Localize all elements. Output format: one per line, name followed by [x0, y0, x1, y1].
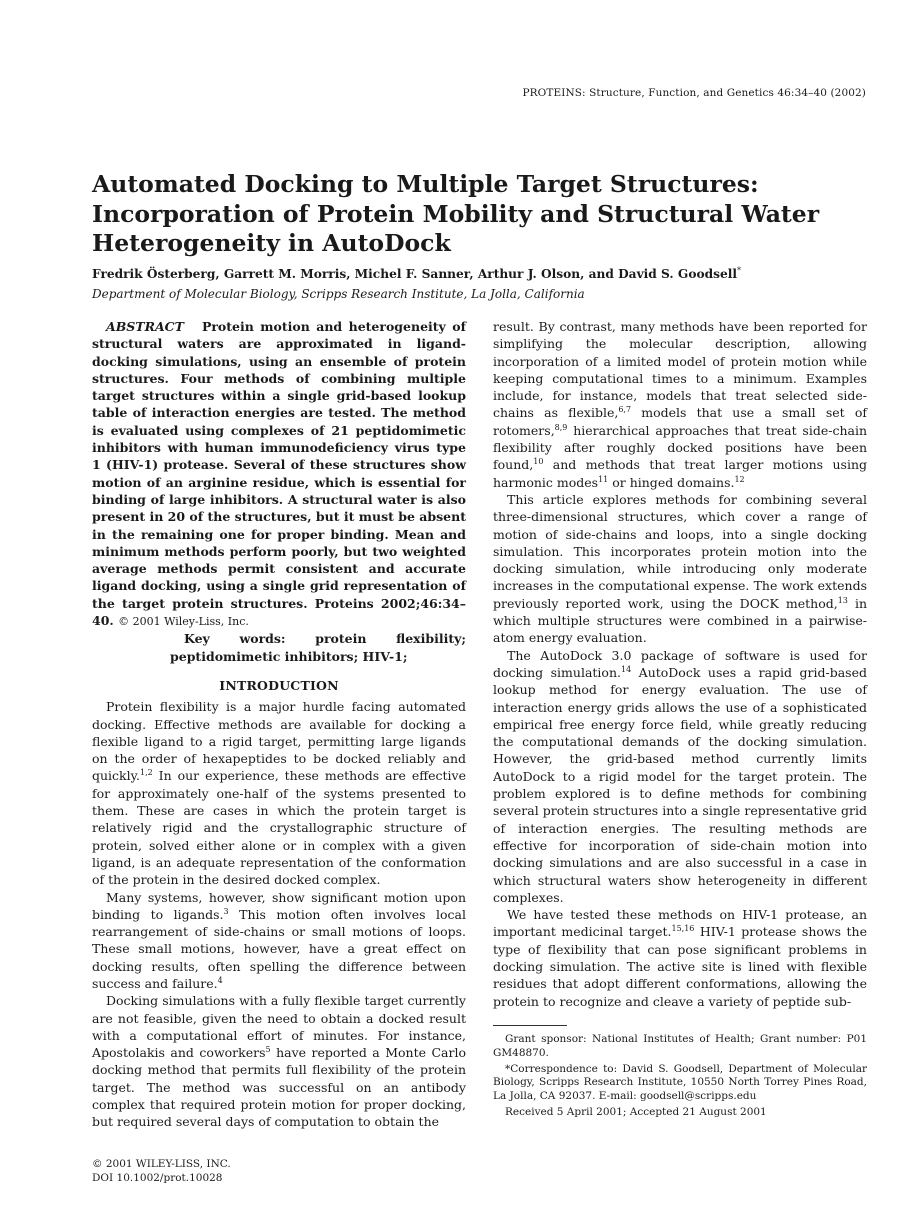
left-column: [92, 318, 466, 1131]
citation-ref: 11: [598, 474, 609, 484]
text-run: in which multiple structures were combined in a pairwise-atom energy evaluation.: [493, 595, 867, 646]
body-paragraph: [493, 906, 867, 1010]
affiliation: Department of Molecular Biology, Scripps Research Institute, La Jolla, California: [92, 287, 585, 301]
text-run: We have tested these methods on HIV-1 protease, an important medicinal target.: [493, 907, 867, 940]
text-run: hierarchical approaches that treat side-chain flexibility after roughly docked positions have been found,: [493, 422, 867, 473]
body-paragraph: [493, 647, 867, 906]
text-run: and methods that treat larger motions using harmonic modes: [493, 457, 867, 490]
keywords: [92, 630, 466, 665]
text-run: In our experience, these methods are effective for approximately one-half of the systems presented to them. These are cases in which the protein target is relatively rigid and the crystallographic structure of protein, solved either alone or in complex with a given ligand, is an adequate representation of the conformation of the protein in the desired docked complex.: [92, 768, 466, 888]
intro-paragraph-2: [92, 889, 466, 993]
text-run: Docking simulations with a fully flexible target currently are not feasible, given the need to obtain a docked result with a computational effort of minutes. For instance, Apostolakis and coworkers: [92, 993, 466, 1061]
footnote-divider: [493, 1025, 567, 1026]
intro-paragraph-1: [92, 698, 466, 888]
publisher-copyright: © 2001 WILEY-LISS, INC.: [92, 1158, 231, 1170]
text-run: Protein flexibility is a major hurdle facing automated docking. Effective methods are available for docking a flexible ligand to a rigid target, permitting large ligands on the order of hexapeptides to be docked reliably and quickly.: [92, 699, 466, 784]
citation-ref: 14: [620, 664, 632, 674]
intro-paragraph-3: [92, 992, 466, 1130]
citation-ref: 4: [217, 975, 223, 985]
text-run: result. By contrast, many methods have been reported for simplifying the molecular description, allowing incorporation of a limited model of protein motion while keeping computational times to a minimum. Examples include, for instance, models that treat selected side-chains as flexible,: [493, 319, 867, 421]
text-run: HIV-1 protease shows the type of flexibility that can pose significant problems in docking simulation. The active site is lined with flexible residues that adopt different conformations, allowing the protein to recognize and cleave a variety of peptide sub-: [493, 924, 867, 1009]
doi: DOI 10.1002/prot.10028: [92, 1172, 223, 1184]
body-paragraph-continued: [493, 318, 867, 491]
footnote-received: Received 5 April 2001; Accepted 21 August 2001: [505, 1105, 767, 1118]
text-run: This motion often involves local rearrangement of side-chains or small motions of loops. These small motions, however, have a great effect on docking results, often spelling the difference between success and failure.: [92, 906, 467, 991]
author-list: [92, 266, 852, 282]
footnote-grant: Grant sponsor: National Institutes of Health; Grant number: P01 GM48870.: [493, 1033, 867, 1059]
section-heading-introduction: INTRODUCTION: [219, 677, 339, 693]
abstract-label: ABSTRACT: [106, 319, 184, 334]
text-run: Many systems, however, show significant motion upon binding to ligands.: [92, 889, 466, 922]
abstract-text: Protein motion and heterogeneity of structural waters are approximated in ligand-docking simulations, using an ensemble of protein structures. Four methods of combining multiple target structures within a single grid-based lookup table of interaction energies are tested. The method is evaluated using complexes of 21 peptidomimetic inhibitors with human immunodeficiency virus type 1 (HIV-1) protease. Several of these structures show motion of an arginine residue, which is essential for binding of large inhibitors. A structural water is also present in 20 of the structures, but it must be absent in the remaining one for proper binding. Mean and minimum methods perform poorly, but two weighted average methods permit consistent and accurate ligand docking, using a single grid representation of the target protein structures. Proteins 2002;46:34–40.: [92, 319, 466, 629]
text-run: or hinged domains.: [608, 474, 735, 490]
citation-ref: 12: [734, 474, 745, 484]
text-run: models that use a small set of rotomers,: [493, 405, 867, 438]
corresponding-author-mark: *: [736, 265, 741, 275]
citation-ref: 3: [223, 906, 229, 916]
abstract-copyright: © 2001 Wiley-Liss, Inc.: [118, 615, 249, 629]
publisher-info: [92, 1157, 231, 1185]
keywords-text: protein flexibility; peptidomimetic inhibitors; HIV-1;: [170, 631, 466, 664]
journal-citation: PROTEINS: Structure, Function, and Genetics 46:34–40 (2002): [522, 87, 866, 99]
text-run: AutoDock uses a rapid grid-based lookup method for energy evaluation. The use of interaction energy grids allows the use of a sophisticated empirical free energy force field, while greatly reducing the computational demands of the docking simulation. However, the grid-based method currently limits AutoDock to a rigid model for the target protein. The problem explored is to define methods for combining several protein structures into a single representative grid of interaction energies. The resulting methods are effective for incorporation of side-chain motion into docking simulations and are also successful in a case in which structural waters show heterogeneity in different complexes.: [493, 664, 867, 905]
citation-ref: 15,16: [671, 924, 695, 934]
citation-ref: 13: [837, 595, 848, 605]
right-column: [493, 318, 867, 1010]
citation-ref: 5: [265, 1045, 271, 1055]
article-title: Automated Docking to Multiple Target Structures: Incorporation of Protein Mobility and Structural Water Heterogeneity in AutoDock: [92, 170, 820, 257]
text-run: This article explores methods for combining several three-dimensional structures, which cover a range of motion of side-chains and loops, into a single docking simulation. This incorporates protein motion into the docking simulation, while introducing only moderate increases in the computational expense. The work extends previously reported work, using the DOCK method,: [493, 491, 867, 611]
citation-ref: 8,9: [554, 422, 568, 432]
author-names: Fredrik Österberg, Garrett M. Morris, Michel F. Sanner, Arthur J. Olson, and David S. Goodsell: [92, 267, 737, 281]
abstract: [92, 318, 466, 630]
body-paragraph: [493, 491, 867, 647]
keywords-label: Key words:: [184, 631, 286, 647]
citation-ref: 10: [533, 457, 544, 467]
text-run: The AutoDock 3.0 package of software is used for docking simulation.: [493, 647, 867, 680]
footnote-correspondence: *Correspondence to: David S. Goodsell, Department of Molecular Biology, Scripps Research Institute, 10550 North Torrey Pines Road, La Jolla, CA 92037. E-mail: goodsell@scripps.edu: [493, 1062, 867, 1103]
citation-ref: 6,7: [618, 405, 632, 415]
footnotes: [493, 1033, 867, 1122]
citation-ref: 1,2: [140, 768, 153, 778]
text-run: have reported a Monte Carlo docking method that permits full flexibility of the protein target. The method was successful on an antibody complex that required protein motion for proper docking, but required several days of computation to obtain the: [92, 1045, 467, 1130]
